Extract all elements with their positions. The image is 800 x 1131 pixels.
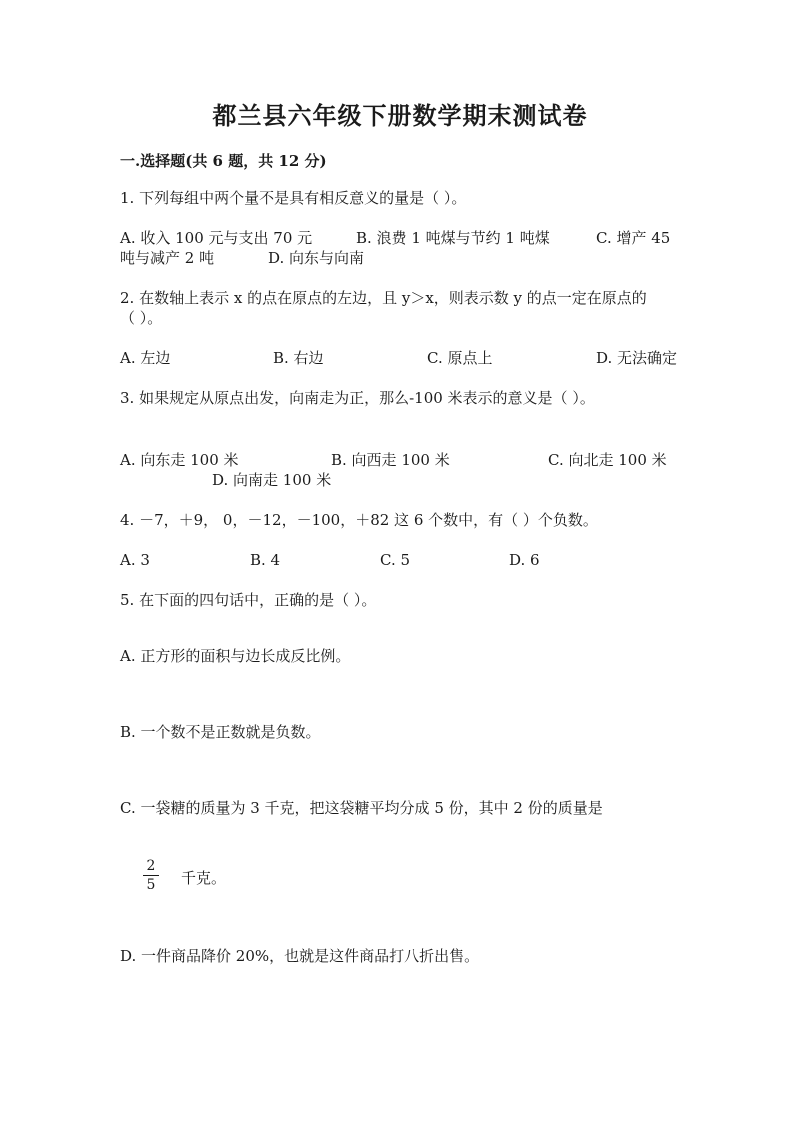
question-1-option-c: C. 增产 45 — [596, 229, 671, 247]
question-5-stem: 5. 在下面的四句话中，正确的是（ ）。 — [120, 591, 377, 609]
question-2-stem-continued: （ ）。 — [120, 309, 163, 327]
question-3-option-d: D. 向南走 100 米 — [212, 471, 332, 489]
question-2-option-b: B. 右边 — [273, 349, 324, 367]
question-2-option-c: C. 原点上 — [427, 349, 493, 367]
question-3-option-a: A. 向东走 100 米 — [120, 451, 239, 469]
question-2-stem: 2. 在数轴上表示 x 的点在原点的左边，且 y＞x，则表示数 y 的点一定在原点的 — [120, 289, 647, 307]
question-4-option-b: B. 4 — [250, 551, 281, 569]
question-4-option-a: A. 3 — [120, 551, 150, 569]
question-1-option-c-continued: 吨与减产 2 吨 — [120, 249, 215, 267]
question-5-option-d: D. 一件商品降价 20%，也就是这件商品打八折出售。 — [120, 947, 480, 965]
question-4-stem: 4. －7，＋9， 0，－12，－100，＋82 这 6 个数中，有（ ）个负数。 — [120, 511, 598, 529]
fraction-numerator: 2 — [146, 858, 156, 874]
question-4-option-c: C. 5 — [380, 551, 411, 569]
question-2-option-d: D. 无法确定 — [596, 349, 678, 367]
question-1-stem: 1. 下列每组中两个量不是具有相反意义的量是（ ）。 — [120, 189, 467, 207]
page-title: 都兰县六年级下册数学期末测试卷 — [212, 101, 588, 130]
fraction-denominator: 5 — [146, 877, 156, 893]
fraction-bar — [143, 875, 159, 876]
question-3-option-b: B. 向西走 100 米 — [331, 451, 450, 469]
question-1-option-a: A. 收入 100 元与支出 70 元 — [120, 229, 313, 247]
fraction-two-fifths — [143, 858, 159, 893]
question-3-option-c: C. 向北走 100 米 — [548, 451, 667, 469]
question-1-option-b: B. 浪费 1 吨煤与节约 1 吨煤 — [356, 229, 550, 247]
question-5-option-b: B. 一个数不是正数就是负数。 — [120, 723, 321, 741]
question-1-option-d: D. 向东与向南 — [268, 249, 365, 267]
question-2-option-a: A. 左边 — [120, 349, 171, 367]
question-4-option-d: D. 6 — [509, 551, 540, 569]
question-3-stem: 3. 如果规定从原点出发，向南走为正，那么-100 米表示的意义是（ ）。 — [120, 389, 595, 407]
section-heading: 一.选择题(共 6 题，共 12 分) — [120, 152, 327, 170]
question-5-option-c-unit: 千克。 — [181, 869, 227, 887]
question-5-option-c: C. 一袋糖的质量为 3 千克，把这袋糖平均分成 5 份，其中 2 份的质量是 — [120, 799, 603, 817]
question-5-option-a: A. 正方形的面积与边长成反比例。 — [120, 647, 351, 665]
